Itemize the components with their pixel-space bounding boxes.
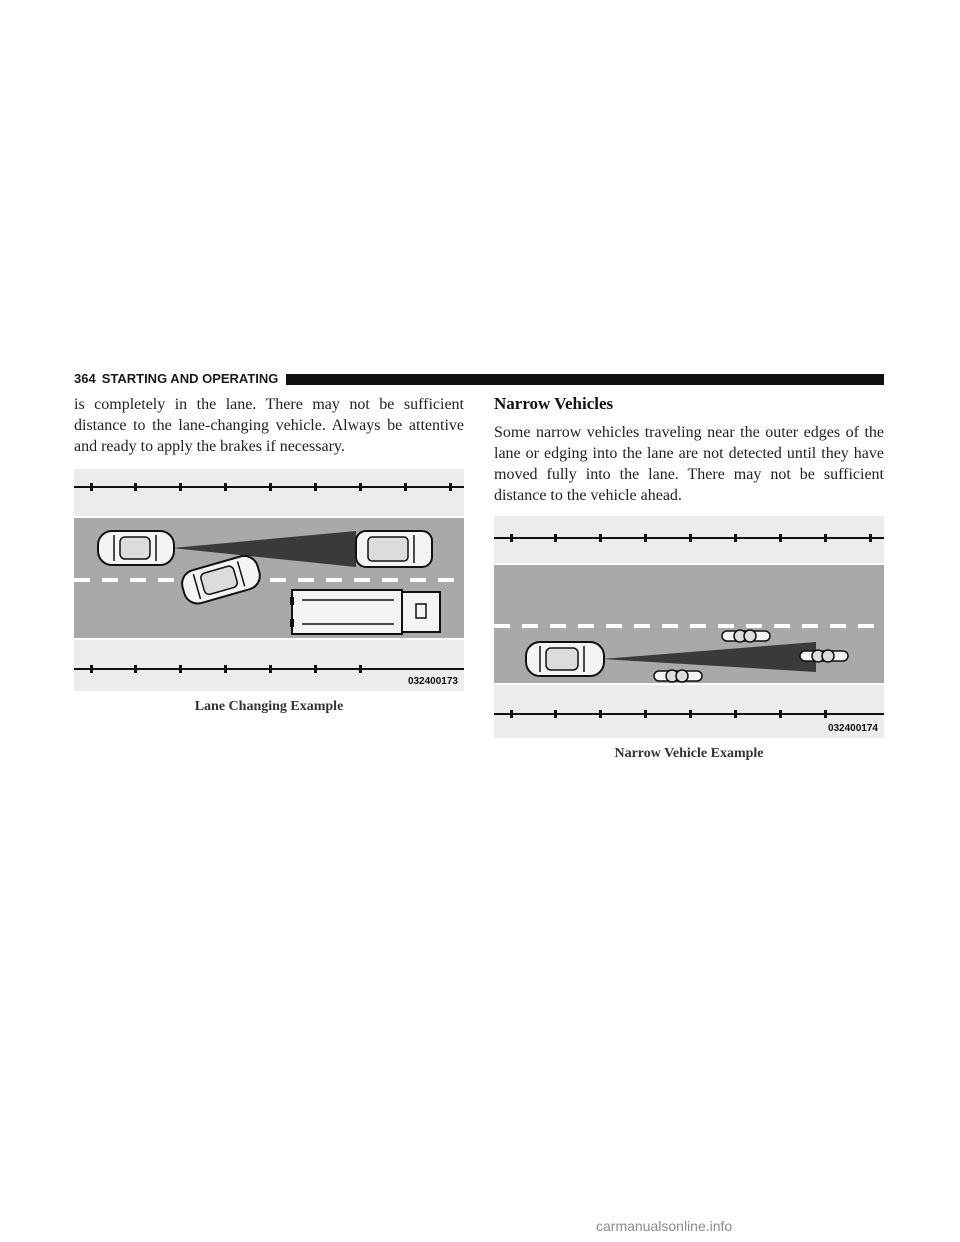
- figure-code: 032400174: [827, 723, 878, 734]
- page-header: [74, 369, 884, 389]
- body-paragraph: is completely in the lane. There may not be sufficient distance to the lane-changing vehicle. Always be attentive and ready to apply the brakes if necessary.: [74, 396, 464, 455]
- narrow-vehicle-illustration: [494, 516, 884, 738]
- section-title: STARTING AND OPERATING: [101, 371, 279, 386]
- header-rule: [286, 374, 884, 385]
- page-number: 364: [74, 371, 96, 386]
- lane-changing-figure: [74, 469, 464, 691]
- lane-changing-illustration: [74, 469, 464, 691]
- figure-caption: Narrow Vehicle Example: [614, 746, 764, 761]
- body-paragraph: Some narrow vehicles traveling near the outer edges of the lane or edging into the lane are not detected until they have moved fully into the lane. There may not be sufficient distance to the vehicle ahead.: [494, 424, 884, 504]
- narrow-vehicle-figure: [494, 516, 884, 738]
- section-heading: Narrow Vehicles: [494, 394, 614, 413]
- right-column: [494, 394, 884, 762]
- figure-caption: Lane Changing Example: [194, 699, 344, 714]
- watermark: carmanualsonline.info: [596, 1218, 733, 1234]
- figure-code: 032400173: [407, 676, 458, 687]
- left-column: [74, 394, 464, 715]
